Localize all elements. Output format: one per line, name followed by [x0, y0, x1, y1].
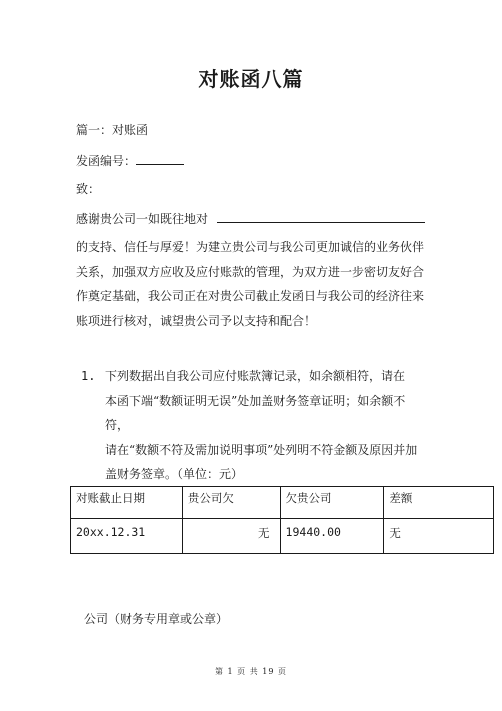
salutation: 致： — [76, 182, 101, 196]
table-row — [71, 519, 494, 554]
list-item-1 — [81, 364, 427, 487]
list-line: 请在“数额不符及需加说明事项”处列明不符金额及原因并加 — [105, 442, 418, 457]
section-heading: 篇一：对账函 — [76, 123, 149, 137]
table-cell-difference: 无 — [384, 519, 494, 554]
list-line: 下列数据出自我公司应付账款簿记录，如余额相符，请在 — [105, 369, 406, 383]
body-paragraph — [76, 235, 426, 333]
table-cell-we-owe: 19440.00 — [280, 519, 384, 554]
list-line: 盖财务签章。（单位：元） — [105, 467, 244, 482]
document-title: 对账函八篇 — [198, 67, 304, 91]
table-cell-they-owe: 无 — [182, 519, 280, 554]
body-line: 账项进行核对，诚望贵公司予以支持和配合！ — [76, 313, 317, 328]
body-line: 作奠定基础，我公司正在对贵公司截止发函日与我公司的经济往来 — [76, 289, 425, 304]
list-line: 本函下端“数额证明无误”处加盖财务签章证明；如余额不符， — [105, 393, 406, 433]
table-header-row — [71, 487, 494, 519]
table-header-cell: 贵公司欠 — [182, 487, 280, 519]
body-line: 关系，加强双方应收及应付账款的管理，为双方进一步密切友好合 — [76, 264, 425, 279]
body-line: 的支持、信任与厚爱！为建立贵公司与我公司更加诚信的业务伙伴 — [76, 240, 425, 254]
thanks-line — [76, 210, 425, 227]
thanks-prefix: 感谢贵公司一如既往地对 — [76, 212, 209, 226]
page-footer: 第 1 页 共 19 页 — [215, 667, 287, 676]
reconciliation-table — [70, 486, 494, 554]
letter-number-line — [76, 152, 184, 169]
table-header-cell: 对账截止日期 — [71, 487, 183, 519]
table-cell-date: 20xx.12.31 — [71, 519, 183, 554]
table-header-cell: 差额 — [384, 487, 494, 519]
letter-number-blank — [136, 152, 184, 165]
letter-number-label: 发函编号： — [76, 154, 137, 168]
list-number: 1. — [81, 369, 96, 383]
company-seal-line: 公司（财务专用章或公章） — [84, 612, 229, 626]
recipient-company-blank — [217, 210, 425, 223]
table-header-cell: 欠贵公司 — [280, 487, 384, 519]
